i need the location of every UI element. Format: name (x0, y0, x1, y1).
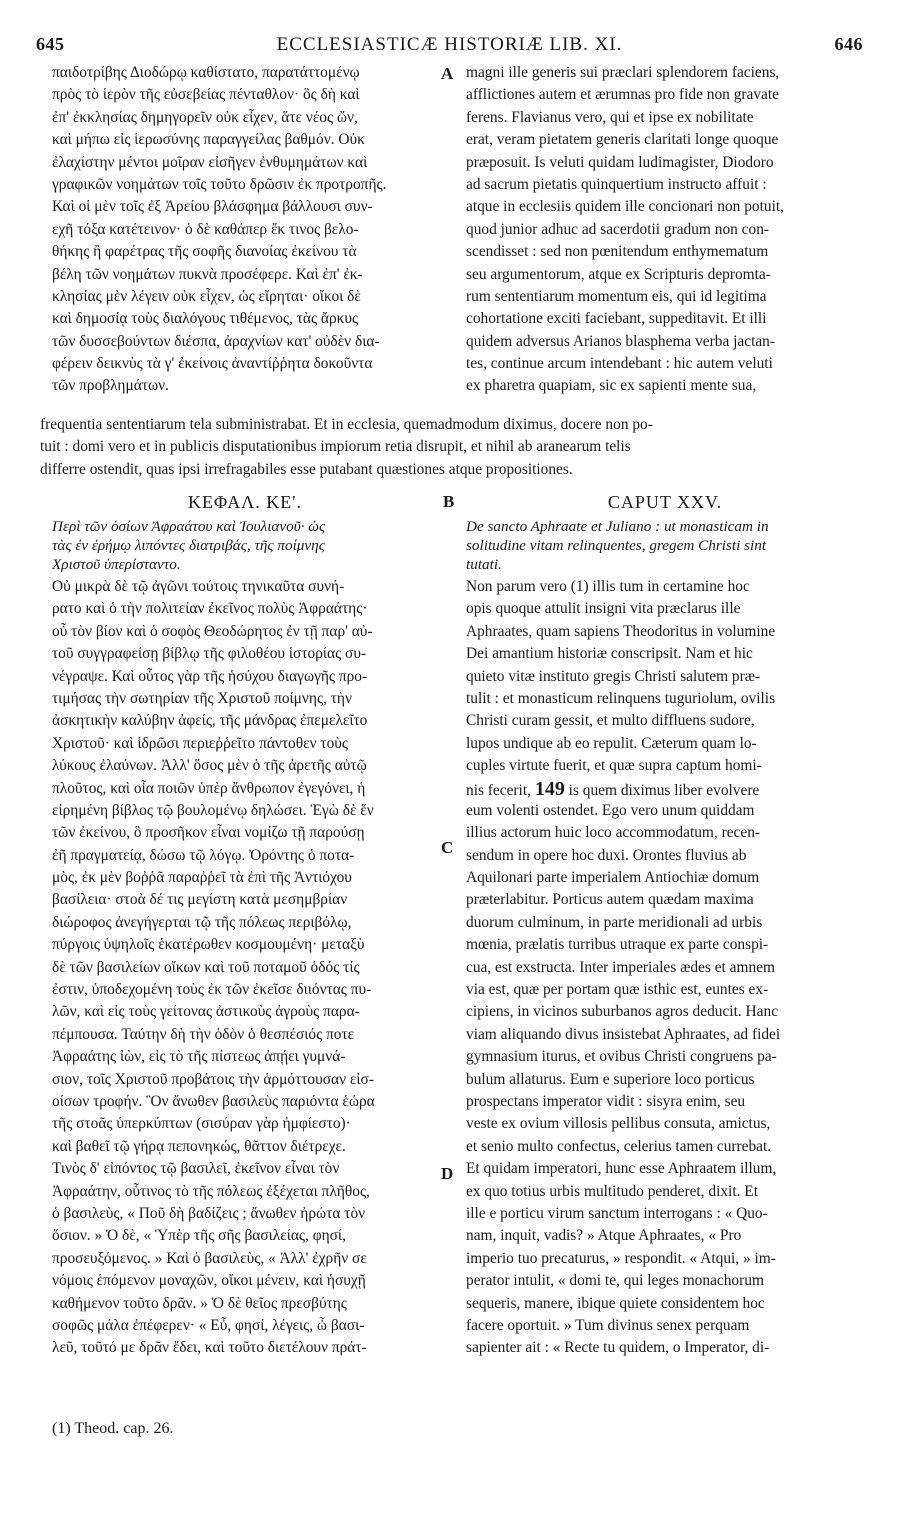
page-header (0, 34, 899, 58)
latin-text-line: Christi curam gessit, et multo diffluens sudore, (466, 712, 755, 730)
greek-text-line: βασίλεια· στοὰ δέ τις μεγίστη κατὰ μεσημβρίαν (52, 891, 348, 909)
folio-number: 149 (534, 777, 565, 800)
latin-text-line: ille e porticu virum sanctum interrogans : « Quo- (466, 1204, 768, 1222)
greek-column-top (52, 62, 438, 398)
greek-text-line: ἐστιν, ὑποδεχομένη τοὺς ἐκ τῶν ἐκεῖσε διιόντας πυ- (52, 981, 372, 999)
latin-text-line: magni ille generis sui præclari splendorem faciens, (466, 64, 780, 81)
latin-text-line: duorum culminum, in parte meridionali ad urbis (466, 913, 763, 931)
margin-marker-d: D (441, 1164, 454, 1183)
latin-text-line: illius actorum huic loco accommodatum, recen- (466, 824, 761, 842)
latin-text-line: atque in ecclesiis quidem ille concionari non potuit, (466, 198, 784, 216)
latin-text-line: imperio tuo precaturus, » respondit. « Atqui, » im- (466, 1249, 776, 1267)
greek-text-line: Οὐ μικρὰ δὲ τῷ ἀγῶνι τούτοις τηνικαῦτα συνή- (52, 578, 345, 595)
greek-text-line: μὸς, ἐκ μὲν βοῤῥᾶ παραῤῥεῖ τὰ ἐπὶ τῆς Ἀντιόχου (52, 869, 352, 887)
greek-chapter-summary (52, 517, 438, 574)
latin-text-line: afflictiones autem et ærumnas pro fide non gravate (466, 86, 779, 104)
latin-text-line: ad sacrum pietatis quinquertium instructo affuit : (466, 175, 767, 193)
greek-text-line: ὅσιον. » Ὁ δὲ, « Ὑπὲρ τῆς σῆς βασιλείας, φησί, (52, 1227, 346, 1245)
greek-text-line: εχῆ τόξα κατέτεινον· ὁ δὲ καθάπερ ἔκ τινος βελο- (52, 220, 359, 238)
latin-text-line: gymnasium iturus, et ovibus Christi congruens pa- (466, 1048, 777, 1066)
latin-text-line: erat, veram pietatem generis claritati longe quoque (466, 131, 779, 149)
latin-text-line: Aphraates, quam sapiens Theodoritus in volumine (466, 622, 776, 640)
latin-text-line: sapienter ait : « Recte tu quidem, o Imperator, di- (466, 1339, 770, 1357)
page-number-right: 646 (834, 34, 863, 54)
greek-text-line: Ἀφραάτην, οὗτινος τὸ τῆς πόλεως ἐξέχεται πλῆθος, (52, 1182, 370, 1200)
greek-text-line: δὲ τῶν βασιλείων οἴκων καὶ τοῦ ποταμοῦ ὁδός τίς (52, 958, 360, 976)
latin-text-line: frequentia sententiarum tela subministrabat. Et in ecclesia, quemadmodum diximus, docere non po- (40, 416, 653, 433)
latin-text-line: quieto vitæ instituto gregis Christi salutem præ- (466, 667, 761, 685)
greek-column-body (52, 576, 438, 1360)
greek-text-line: τῆς στοᾶς ὑπερκύπτων (σισύραν γὰρ ἠμφίεστο)· (52, 1115, 351, 1133)
greek-text-line: τῶν δυσσεβούντων διέσπα, ἀραχνίων κατ' οὐδὲν δια- (52, 332, 380, 350)
greek-text-line: ὁ βασιλεὺς, « Ποῦ δὴ βαδίζεις ; ἄνωθεν ἠρώτα τὸν (52, 1204, 366, 1222)
latin-text-line: tulit : et monasticum relinquens tuguriolum, ovilis (466, 689, 776, 707)
greek-text-line: παιδοτρίβης Διοδώρῳ καθίστατο, παρατάττομένῳ (52, 64, 360, 81)
greek-text-line: ἐλαχίστην μέντοι μοῖραν εἰσῆγεν ἐνθυμημάτων καὶ (52, 153, 368, 171)
greek-text-line: φέρειν δεικνὺς τὰ γ' ἐκείνοις ἀναντίῤῥητα δοκοῦντα (52, 355, 373, 373)
latin-text-line: ex quo totius urbis multitudo penderet, dixit. Et (466, 1182, 758, 1200)
greek-text-line: τοῦ συγγραφείσῃ βίβλῳ τῆς φιλοθέου ἱστορίας συ- (52, 645, 367, 663)
greek-text-line: πύργοις ὑψηλοῖς ἑκατέρωθεν κοσμουμένη· μεταξὺ (52, 936, 365, 954)
latin-text-line: cuples virtute fuerit, et quæ supra captum homi- (466, 757, 762, 775)
latin-text-line: Et quidam imperatori, hunc esse Aphraatem illum, (466, 1160, 777, 1178)
greek-text-line: λύκους ἐλαύνων. Ἀλλ' ὅσος μὲν ὁ τῆς ἀρετῆς αὐτῷ (52, 757, 367, 775)
greek-text-line: Χριστοῦ· καὶ ἱδρῶσι περιεῤῥεῖτο πάντοθεν τοὺς (52, 734, 348, 752)
greek-text-line: θήκης ἢ φαρέτρας τῆς σοφῆς διανοίας ἐκείνου τὰ (52, 243, 357, 261)
latin-text-line: cipiens, in vicinos suburbanos agros deducit. Hanc (466, 1003, 779, 1021)
latin-text-line: quidem adversus Arianos blasphema verba jactan- (466, 332, 775, 350)
latin-text-line: seu argumentorum, atque ex Scripturis depromta- (466, 265, 771, 283)
latin-text-line: cohortatione exciti faciebant, suppeditavit. Et illi (466, 310, 767, 328)
latin-text-line: rum sententiarum momentum eis, qui id legitima (466, 287, 767, 305)
greek-text-line: ρατο καὶ ὁ τὴν πολιτείαν ἐκεῖνος πολὺς Ἀφραάτης· (52, 600, 368, 618)
greek-text-line: εἰρημένη βίβλος τῷ βουλομένῳ δηλώσει. Ἐγὼ δὲ ἕν (52, 801, 374, 819)
latin-text-line: sendum in opere hoc duxi. Orontes fluvius ab (466, 846, 747, 864)
greek-text-line: τῶν προβλημάτων. (52, 377, 169, 395)
latin-text-line: perator intulit, « domi te, qui leges monachorum (466, 1272, 764, 1290)
latin-text-line: scendisset : sed non pœnitendum enthymematum (466, 243, 769, 261)
margin-marker-c: C (441, 838, 454, 857)
greek-text-line: λῶν, καὶ εἰς τοὺς γείτονας ἀστικοὺς ἀγροὺς παρα- (52, 1003, 360, 1021)
latin-column-body (466, 576, 864, 1360)
margin-marker-a: A (441, 64, 454, 83)
greek-text-line: ἐπ' ἐκκλησίας δημηγορεῖν οὐκ εἶχεν, ἅτε νέος ὤν, (52, 108, 358, 126)
greek-text-line: οίσων τροφήν. Ὃν ἄνωθεν βασιλεὺς παριόντα ἑώρα (52, 1092, 375, 1110)
greek-text-line: καθήμενον τοῦτο δρᾶν. » Ὁ δὲ θεῖος πρεσβύτης (52, 1294, 347, 1312)
latin-text-line: Dei amantium historiæ conscripsit. Nam et hic (466, 645, 753, 663)
latin-text-line: tuit : domi vero et in publicis disputationibus impiorum retia disrupit, et nihil ab aranearum telis (40, 438, 631, 456)
latin-text-line: præposuit. Is veluti quidam ludimagister, Diodoro (466, 153, 774, 171)
greek-text-line: οὗ τὸν βίον καὶ ὁ σοφὸς Θεοδώρητος ἐν τῇ παρ' αὐ- (52, 622, 373, 640)
greek-text-line: καὶ μήπω εἰς ἱερωσύνης παραγγείλας βαθμόν. Οὐκ (52, 131, 365, 149)
greek-text-line: ἐῆ πραγματείᾳ, δώσω τῷ λόγῳ. Ὀρόντης ὁ ποτα- (52, 846, 355, 864)
latin-chapter-title: CAPUT XXV. (607, 492, 723, 512)
margin-marker-b: B (443, 492, 455, 511)
latin-text-fragment: is quem diximus liber evolvere (564, 781, 760, 799)
greek-text-line: καὶ βαθεῖ τῷ γήρᾳ πεπονηκώς, θᾶττον διέτρεχε. (52, 1137, 346, 1155)
greek-text-line: βέλη τῶν νοημάτων πυκνὰ προσέφερε. Καὶ ἐπ' ἐκ- (52, 265, 363, 283)
latin-text-line: ferens. Flavianus vero, qui et ipse ex nobilitate (466, 108, 754, 126)
greek-text-line: τῶν ἐκείνου, ὃ προσῆκον εἶναι νομίζω τῇ παρούσῃ (52, 824, 365, 842)
greek-summary-line: Περὶ τῶν ὁσίων Ἀφραάτου καὶ Ἰουλιανοῦ· ὡς (52, 518, 326, 535)
greek-text-line: κλησίας μὲν λέγειν οὐκ εἶχεν, ὡς εἴρηται· οἴκοι δὲ (52, 287, 361, 305)
greek-text-line: Τινὸς δ' εἰπόντος τῷ βασιλεῖ, ἐκεῖνον εἶναι τὸν (52, 1160, 340, 1178)
latin-text-fragment: nis fecerit, (466, 781, 535, 799)
greek-text-line: Καὶ οἱ μὲν τοῖς ἐξ Ἀρείου βλάσφημα βάλλουσι συν- (52, 198, 373, 216)
greek-text-line: πέμπουσα. Ταύτην δὴ τὴν ὁδὸν ὁ θεσπέσιός ποτε (52, 1025, 355, 1043)
latin-text-line: cua, est exstructa. Inter imperiales ædes et amnem (466, 958, 775, 976)
latin-text-line: sequeris, manere, ibique quiete considentem hoc (466, 1294, 765, 1312)
latin-text-line (466, 778, 864, 800)
latin-text-line: facere oportuit. » Tum divinus senex perquam (466, 1316, 750, 1334)
greek-text-line: προσευξόμενος. » Καὶ ὁ βασιλεὺς, « Ἀλλ' ἐχρῆν σε (52, 1249, 367, 1267)
latin-column-top (466, 62, 864, 398)
latin-text-line: prospectans imperator vidit : sisyra enim, seu (466, 1092, 746, 1110)
latin-text-line: viam aliquando divus insistebat Aphraates, ad fidei (466, 1025, 781, 1043)
latin-summary-line: tutati. (466, 556, 502, 573)
greek-text-line: διώροφος ἀνεγήγερται τῷ τῆς πόλεως περιβόλῳ, (52, 913, 352, 931)
latin-text-line: ex pharetra quapiam, sic ex sapienti mente sua, (466, 377, 757, 395)
latin-text-line: Aquilonari parte imperialem Antiochiæ domum (466, 869, 760, 887)
latin-summary-line: solitudine vitam relinquentes, gregem Christi sint (466, 537, 767, 554)
greek-text-line: σιον, τοῖς Χριστοῦ προβάτοις τὴν ἁρμόττουσαν εἰσ- (52, 1070, 374, 1088)
latin-text-line: mœnia, prælatis turribus utraque ex parte conspi- (466, 936, 769, 954)
latin-text-line: nam, inquit, vadis? » Atque Aphraates, « Pro (466, 1227, 742, 1245)
greek-text-line: νέγραψε. Καὶ οὗτος γὰρ τῆς ἡσύχου διαγωγῆς προ- (52, 667, 368, 685)
greek-text-line: νόμοις ἑπόμενον μοναχῶν, οἴκοι μένειν, καὶ ἡσυχῇ (52, 1272, 366, 1290)
running-title: ECCLESIASTICÆ HISTORIÆ LIB. XI. (276, 34, 623, 55)
latin-text-line: differre ostendit, quas ipsi irrefragabiles esse putabant quæstiones atque propositiones. (40, 460, 573, 478)
latin-text-line: via est, quæ per portam quæ isthic est, euntes ex- (466, 981, 769, 999)
greek-text-line: τιμήσας τὴν σωτηρίαν τῆς Χριστοῦ ποίμνης, τὴν (52, 689, 352, 707)
page-number-left: 645 (36, 34, 65, 54)
latin-text-line: præterlabitur. Porticus autem quædam maxima (466, 891, 754, 909)
greek-text-line: Ἀφραάτης ἰὼν, εἰς τὸ τῆς πίστεως ἀπῄει γυμνά- (52, 1048, 346, 1066)
full-width-latin-text (40, 414, 864, 481)
latin-text-line: veste ex ovium villosis pellibus consuta, amictus, (466, 1115, 771, 1133)
greek-text-line: πλοῦτος, καὶ οἷα ποιῶν ὑπὲρ ἄνθρωπον ἐγεγόνει, ἡ (52, 779, 366, 797)
latin-text-line: eum volenti ostendet. Ego vero unum quiddam (466, 801, 755, 819)
latin-text-line: et senio multo confectus, celerius tamen currebat. (466, 1137, 772, 1155)
latin-text-line: quod junior adhuc ad sacerdotii gradum non con- (466, 220, 770, 238)
latin-chapter-summary (466, 517, 864, 574)
greek-text-line: πρὸς τὸ ἱερὸν τῆς εὐσεβείας πένταθλον· ὃς δὴ καὶ (52, 86, 360, 104)
greek-text-line: καὶ δημοσίᾳ τοὺς διαλόγους τιθέμενος, τὰς ἄρκυς (52, 310, 359, 328)
greek-text-line: γραφικῶν νοημάτων τοῖς τοῦτο δρῶσιν ἐκ προτροπῆς. (52, 175, 387, 193)
latin-text-line: bulum allaturus. Eum e superiore loco porticus (466, 1070, 755, 1088)
greek-chapter-title: ΚΕΦΑΛ. ΚΕ'. (187, 492, 303, 512)
greek-summary-line: τὰς ἐν ἐρήμῳ λιπόντες διατριβάς, τῆς ποίμνης (52, 537, 325, 554)
greek-text-line: λεῦ, τοῦτό με δρᾶν ἔδει, καὶ τοῦτο διετέλουν πράτ- (52, 1339, 367, 1357)
latin-text-line: Non parum vero (1) illis tum in certamine hoc (466, 578, 750, 595)
greek-text-line: ἀσκητικὴν καλύβην ἀφείς, τῆς μάνδρας ἐπεμελεῖτο (52, 712, 368, 730)
latin-text-line: lupos undique ab eo repulit. Cæterum quam lo- (466, 734, 757, 752)
latin-text-line: tes, continue arcum intendebant : hic autem veluti (466, 355, 773, 373)
greek-summary-line: Χριστοῦ ὑπερίσταντο. (52, 556, 181, 573)
footnote: (1) Theod. cap. 26. (52, 1420, 174, 1437)
latin-summary-line: De sancto Aphraate et Juliano : ut monasticam in (466, 518, 769, 535)
greek-text-line: σοφῶς μάλα ἐπέφερεν· « Εὖ, φησί, λέγεις, ὦ βασι- (52, 1316, 365, 1334)
latin-text-line: opis quoque attulit insigni vita præclarus ille (466, 600, 741, 618)
